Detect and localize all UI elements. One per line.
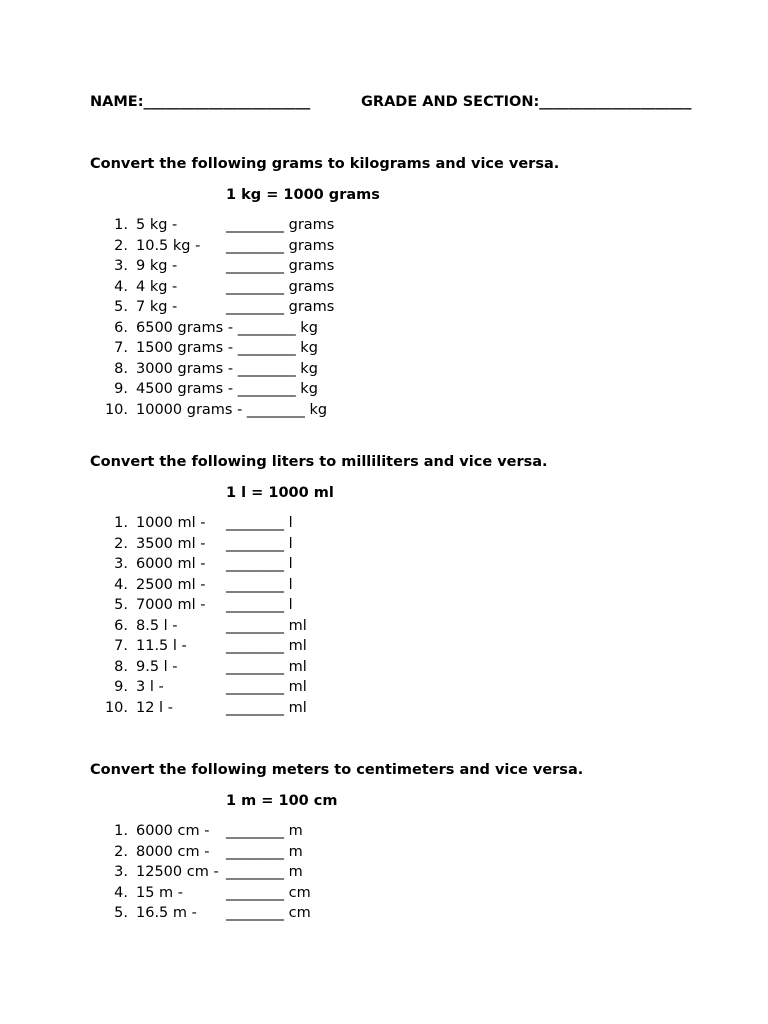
section-2-list: [0, 514, 768, 724]
item-number: 4.: [114, 884, 128, 901]
name-field-label: NAME:_______________________: [90, 94, 311, 110]
item-answer-blank[interactable]: ________ grams: [226, 258, 335, 274]
item-answer-blank[interactable]: ________ grams: [226, 299, 335, 315]
item-answer-blank[interactable]: ________ l: [226, 515, 293, 531]
item-number: 1.: [114, 217, 128, 233]
list-item: [0, 596, 768, 614]
section-3-formula: 1 m = 100 cm: [226, 793, 338, 809]
section-1-instruction: Convert the following grams to kilograms and vice versa.: [90, 156, 560, 172]
item-question: 9.5 l -: [136, 658, 178, 675]
list-item: [0, 319, 768, 337]
section-2-formula: 1 l = 1000 ml: [226, 485, 334, 501]
item-answer-blank[interactable]: ________ grams: [226, 237, 335, 254]
item-answer-blank[interactable]: ________ l: [226, 535, 293, 552]
item-number: 3.: [114, 864, 128, 880]
section-3-list: [0, 822, 768, 932]
item-number: 1.: [114, 515, 128, 531]
list-item: [0, 658, 768, 676]
item-question: 5 kg -: [136, 217, 178, 233]
item-answer-blank[interactable]: ________ cm: [226, 884, 311, 901]
section-1-formula: 1 kg = 1000 grams: [226, 187, 380, 203]
list-item: [0, 822, 768, 840]
item-question: 8000 cm -: [136, 843, 210, 860]
list-item: [0, 863, 768, 881]
list-item: [0, 555, 768, 573]
item-number: 7.: [114, 638, 128, 654]
item-question: 3000 grams - ________ kg: [136, 360, 318, 377]
grade-section-field-label: GRADE AND SECTION:_____________________: [361, 94, 692, 110]
item-number: 5.: [114, 299, 128, 315]
item-question: 4 kg -: [136, 278, 178, 295]
item-number: 5.: [114, 597, 128, 613]
item-question: 1500 grams - ________ kg: [136, 340, 318, 356]
item-question: 12500 cm -: [136, 864, 219, 880]
item-answer-blank[interactable]: ________ ml: [226, 658, 307, 675]
list-item: [0, 360, 768, 378]
item-number: 5.: [114, 905, 128, 921]
item-number: 9.: [114, 381, 128, 397]
section-1-list: [0, 216, 768, 426]
list-item: [0, 637, 768, 655]
item-number: 6.: [114, 319, 128, 336]
item-answer-blank[interactable]: ________ l: [226, 597, 293, 613]
list-item: [0, 904, 768, 922]
item-number: 9.: [114, 679, 128, 695]
item-number: 10.: [104, 699, 128, 716]
item-question: 9 kg -: [136, 258, 178, 274]
item-answer-blank[interactable]: ________ ml: [226, 638, 307, 654]
item-answer-blank[interactable]: ________ ml: [226, 679, 307, 695]
item-number: 10.: [104, 401, 128, 418]
item-question: 6000 ml -: [136, 556, 206, 572]
item-question: 15 m -: [136, 884, 184, 901]
item-number: 3.: [114, 258, 128, 274]
item-question: 10000 grams - ________ kg: [136, 401, 328, 418]
list-item: [0, 401, 768, 419]
item-number: 8.: [114, 658, 128, 675]
section-3-instruction: Convert the following meters to centimeters and vice versa.: [90, 762, 584, 778]
item-answer-blank[interactable]: ________ l: [226, 556, 293, 572]
list-item: [0, 699, 768, 717]
section-2-instruction: Convert the following liters to milliliters and vice versa.: [90, 454, 548, 470]
item-answer-blank[interactable]: ________ m: [226, 864, 303, 880]
list-item: [0, 535, 768, 553]
item-question: 6000 cm -: [136, 823, 210, 839]
item-number: 7.: [114, 340, 128, 356]
item-answer-blank[interactable]: ________ m: [226, 843, 303, 860]
item-question: 7 kg -: [136, 299, 178, 315]
item-question: 2500 ml -: [136, 576, 206, 593]
list-item: [0, 216, 768, 234]
item-question: 16.5 m -: [136, 905, 197, 921]
item-question: 11.5 l -: [136, 638, 187, 654]
item-number: 3.: [114, 556, 128, 572]
item-answer-blank[interactable]: ________ m: [226, 823, 303, 839]
item-number: 4.: [114, 576, 128, 593]
item-number: 2.: [114, 535, 128, 552]
list-item: [0, 514, 768, 532]
list-item: [0, 843, 768, 861]
item-answer-blank[interactable]: ________ l: [226, 576, 293, 593]
item-question: 12 l -: [136, 699, 173, 716]
item-question: 3500 ml -: [136, 535, 206, 552]
item-number: 8.: [114, 360, 128, 377]
list-item: [0, 617, 768, 635]
item-question: 10.5 kg -: [136, 237, 201, 254]
item-number: 1.: [114, 823, 128, 839]
item-question: 6500 grams - ________ kg: [136, 319, 318, 336]
item-answer-blank[interactable]: ________ ml: [226, 699, 307, 716]
list-item: [0, 298, 768, 316]
item-question: 8.5 l -: [136, 617, 178, 634]
list-item: [0, 380, 768, 398]
item-answer-blank[interactable]: ________ grams: [226, 278, 335, 295]
item-answer-blank[interactable]: ________ cm: [226, 905, 311, 921]
list-item: [0, 576, 768, 594]
item-question: 1000 ml -: [136, 515, 206, 531]
list-item: [0, 339, 768, 357]
item-question: 3 l -: [136, 679, 164, 695]
item-number: 6.: [114, 617, 128, 634]
item-number: 2.: [114, 237, 128, 254]
list-item: [0, 678, 768, 696]
item-number: 4.: [114, 278, 128, 295]
list-item: [0, 257, 768, 275]
list-item: [0, 884, 768, 902]
item-answer-blank[interactable]: ________ grams: [226, 217, 335, 233]
list-item: [0, 237, 768, 255]
item-question: 4500 grams - ________ kg: [136, 381, 318, 397]
item-number: 2.: [114, 843, 128, 860]
item-answer-blank[interactable]: ________ ml: [226, 617, 307, 634]
item-question: 7000 ml -: [136, 597, 206, 613]
list-item: [0, 278, 768, 296]
